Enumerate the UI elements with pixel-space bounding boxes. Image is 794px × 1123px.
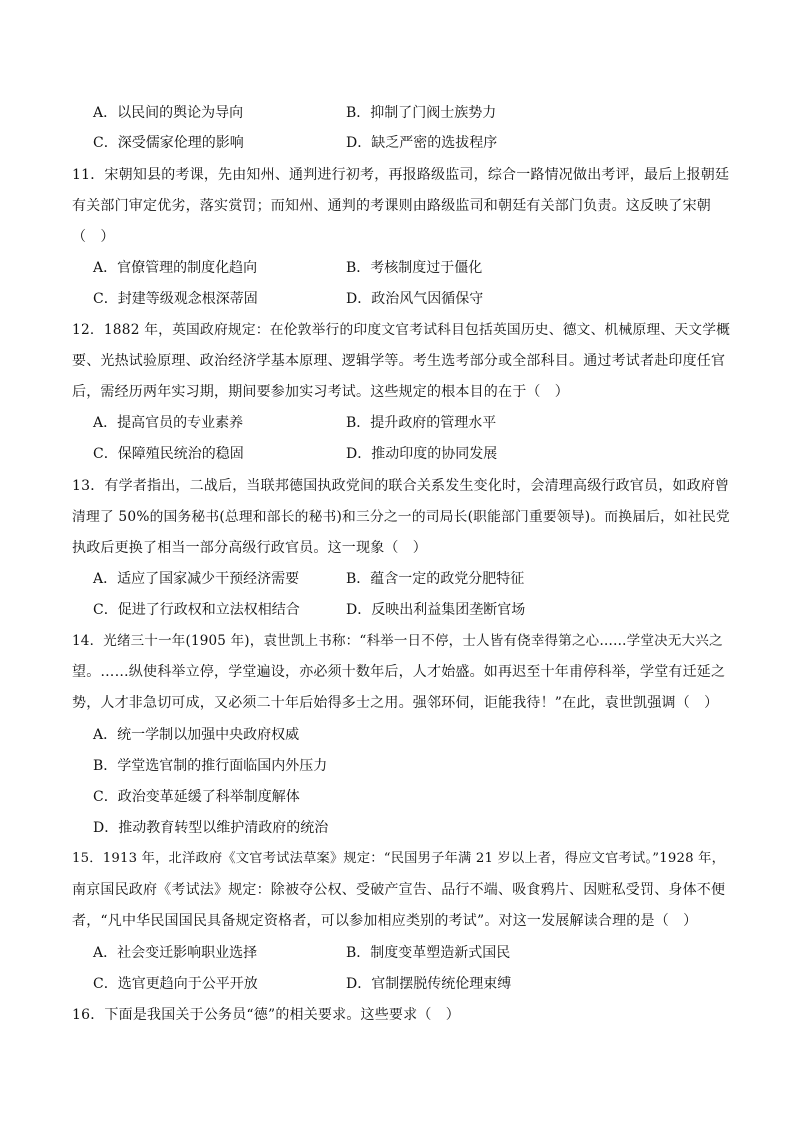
q10-option-d: D．缺乏严密的选拔程序 [346,135,498,151]
q13-stem-line-3: 执政后更换了相当一部分高级行政官员。这一现象（ ） [72,540,427,556]
q11-option-d: D．政治风气因循保守 [346,291,484,307]
q11-stem-line-2: 有关部门审定优劣，落实赏罚；而知州、通判的考课则由路级监司和朝廷有关部门负责。这反映了宋朝 [72,198,711,214]
q11-option-b: B．考核制度过于僵化 [346,260,483,276]
q15-stem-line-3: 者，“凡中华民国国民具备规定资格者，可以参加相应类别的考试”。对这一发展解读合理的是（ ） [72,913,698,929]
q15-stem-line-2: 南京国民政府《考试法》规定：除被夺公权、受破产宣告、品行不端、吸食鸦片、因赃私受罚、身体不便 [72,882,726,898]
q15-stem-line-1: 15．1913 年，北洋政府《文官考试法草案》规定：“民国男子年满 21 岁以上者，得应文官考试。”1928 年， [72,851,726,866]
q13-option-b: B．蕴含一定的政党分肥特征 [346,571,525,587]
q10-option-c: C．深受儒家伦理的影响 [93,135,244,151]
q11-option-c: C．封建等级观念根深蒂固 [93,291,258,307]
q14-stem-line-3: 势，人才非急切可成，又必须二十年后始得多士之用。强邻环伺，讵能我待！”在此，袁世凯强调（ ） [72,695,719,711]
q12-option-a: A．提高官员的专业素养 [93,415,244,431]
q14-option-c: C．政治变革延缓了科举制度解体 [93,789,300,805]
q13-option-c: C．促进了行政权和立法权相结合 [93,602,300,618]
q12-stem-line-2: 要、光热试验原理、政治经济学基本原理、逻辑学等。考生选考部分或全部科目。通过考试者赴印度任官 [72,353,726,369]
q14-option-d: D．推动教育转型以维护清政府的统治 [93,820,329,836]
q16-stem-line-1: 16．下面是我国关于公务员“德”的相关要求。这些要求（ ） [72,1007,460,1023]
q12-option-b: B．提升政府的管理水平 [346,415,497,431]
q12-stem-line-3: 后，需经历两年实习期，期间要参加实习考试。这些规定的根本目的在于（ ） [72,384,569,400]
q13-option-a: A．适应了国家减少干预经济需要 [93,571,300,587]
q13-option-d: D．反映出利益集团垄断官场 [346,602,526,618]
q13-stem-line-1: 13．有学者指出，二战后，当联邦德国执政党间的联合关系发生变化时，会清理高级行政官员，如政府曾 [72,478,730,494]
q14-stem-line-2: 望。……纵使科举立停，学堂遍设，亦必须十数年后，人才始盛。如再迟至十年甫停科举，学堂有迁延之 [72,664,726,680]
q10-option-a: A．以民间的舆论为导向 [93,105,244,121]
q14-stem-line-1: 14．光绪三十一年(1905 年)，袁世凯上书称：“科举一日不停，士人皆有侥幸得第之心……学堂决无大兴之 [72,633,723,649]
q14-option-b: B．学堂选官制的推行面临国内外压力 [93,758,328,774]
q15-option-a: A．社会变迁影响职业选择 [93,945,258,961]
q15-option-c: C．选官更趋向于公平开放 [93,976,258,992]
q13-stem-line-2: 清理了 50%的国务秘书(总理和部长的秘书)和三分之一的司局长(职能部门重要领导)。而换届后，如社民党 [72,509,730,525]
q12-option-d: D．推动印度的协同发展 [346,446,498,462]
q14-option-a: A．统一学制以加强中央政府权威 [93,727,300,743]
q12-option-c: C．保障殖民统治的稳固 [93,446,244,462]
q12-stem-line-1: 12．1882 年，英国政府规定：在伦敦举行的印度文官考试科目包括英国历史、德文、机械原理、天文学概 [72,322,731,338]
q10-option-b: B．抑制了门阀士族势力 [346,105,497,121]
q11-stem-line-1: 11．宋朝知县的考课，先由知州、通判进行初考，再报路级监司，综合一路情况做出考评，最后上报朝廷 [72,167,730,183]
q11-option-a: A．官僚管理的制度化趋向 [93,260,258,276]
q15-option-d: D．官制摆脱传统伦理束缚 [346,976,512,992]
q11-stem-line-3: （ ） [72,229,115,245]
q15-option-b: B．制度变革塑造新式国民 [346,945,511,961]
